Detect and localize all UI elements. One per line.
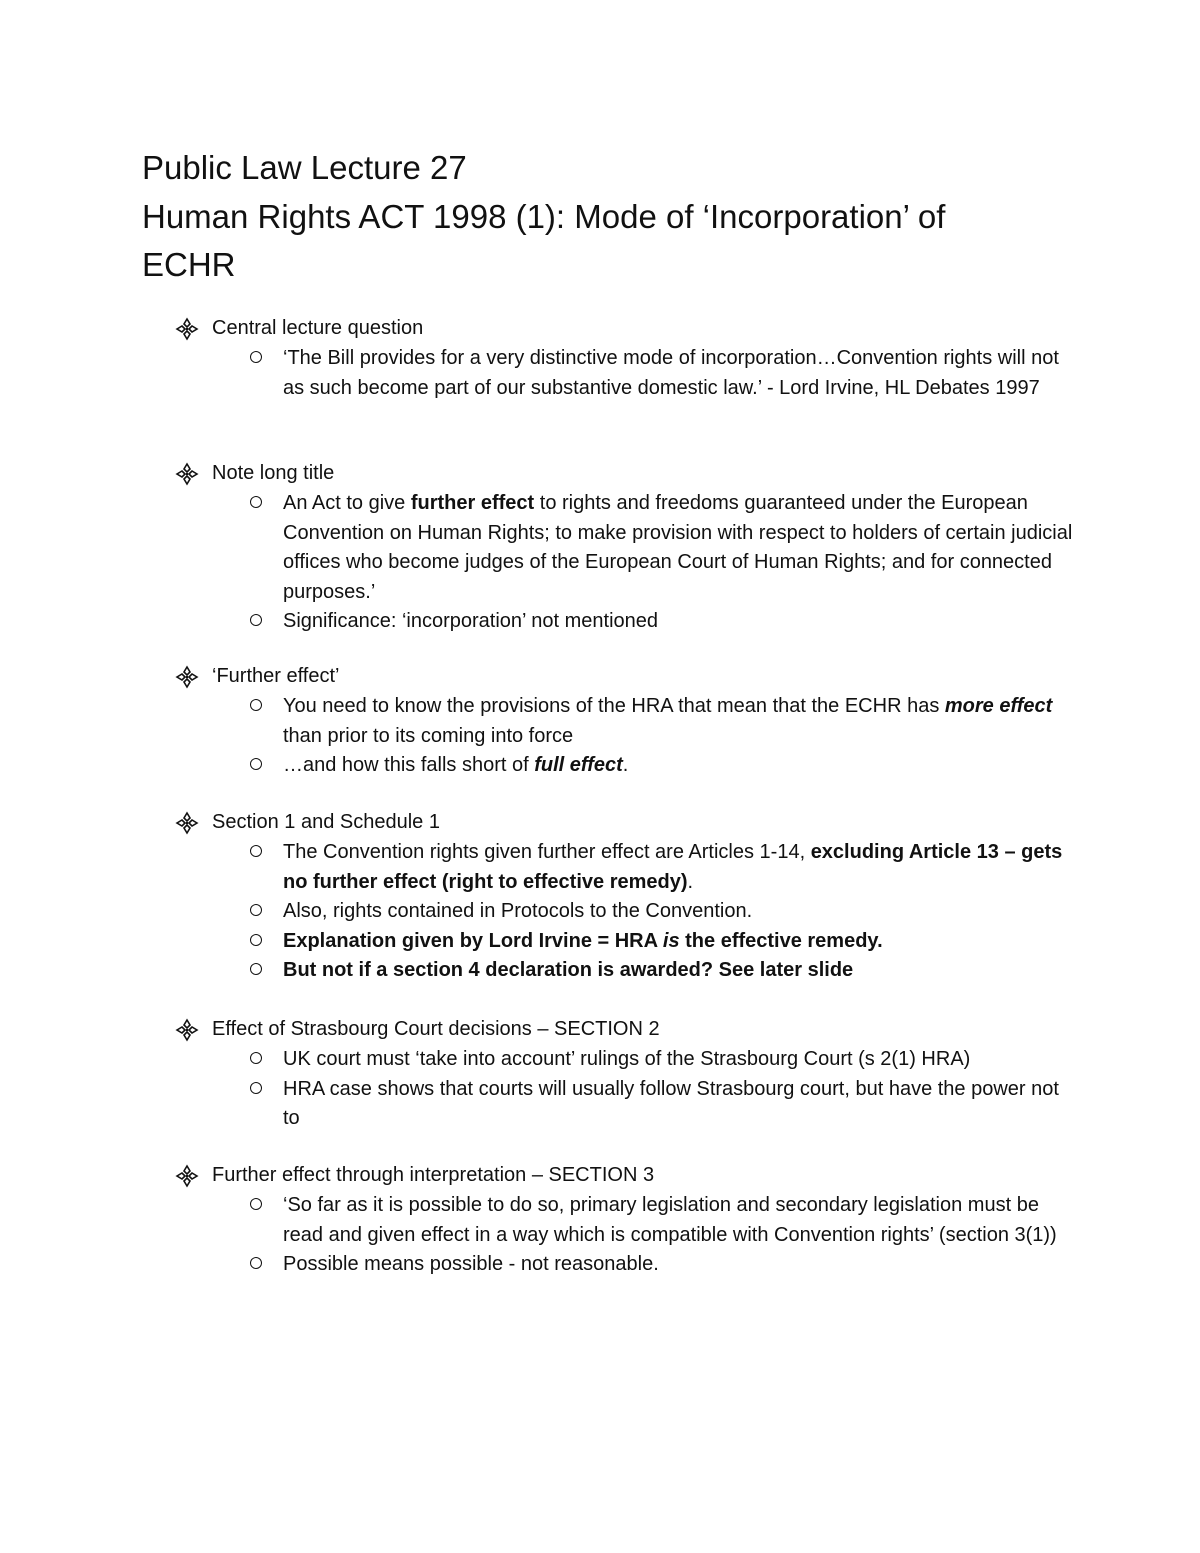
diamond-four-petal-icon [175,1164,199,1188]
circle-bullet-icon [248,489,264,519]
list-item [0,1045,1073,1075]
text-run: The Convention rights given further effect are Articles 1-14, [283,841,811,863]
text-run: But not if a section 4 declaration is awarded? See later slide [283,959,854,981]
list-item [0,692,1073,751]
diamond-bullet-icon [175,1164,199,1188]
text-run: than prior to its coming into force [283,724,574,747]
section-5 [0,1015,1200,1134]
text-run: is [662,929,680,952]
section-heading: Section 1 and Schedule 1 [212,811,440,833]
list-item [0,607,1073,637]
list-item [0,751,1073,781]
text-run: to rights and freedoms guaranteed under the European Convention on Human Rights; to make provision with respect to holders of certain judicial offices who become judges of the European Court of Human Rights; and for connected purposes.’ [283,492,1073,603]
diamond-four-petal-icon [175,665,199,689]
diamond-bullet-icon [175,462,199,486]
diamond-bullet-icon [175,317,199,341]
sub-list [0,838,1200,986]
section-heading-row [0,662,1200,692]
list-item [0,927,1073,957]
diamond-four-petal-icon [175,811,199,835]
list-item [0,1191,1073,1250]
text-run: Explanation given by Lord Irvine = HRA [283,929,663,952]
text-run: An Act to give [283,492,411,514]
section-6 [0,1161,1200,1280]
text-run: You need to know the provisions of the HRA that mean that the ECHR has [283,695,945,717]
section-1 [0,314,1200,403]
diamond-four-petal-icon [175,1018,199,1042]
circle-bullet-icon [248,897,264,927]
text-run: . [687,870,694,893]
circle-bullet-icon [248,751,264,781]
section-heading-row [0,1161,1200,1191]
text-run: more effect [944,695,1053,717]
section-heading: Note long title [212,462,335,484]
section-heading: ‘Further effect’ [212,665,340,687]
text-run: Also, rights contained in Protocols to the Convention. [283,900,753,922]
sub-list [0,692,1200,781]
text-run: HRA case shows that courts will usually follow Strasbourg court, but have the power not to [283,1077,1059,1129]
circle-bullet-icon [248,692,264,722]
diamond-four-petal-icon [175,462,199,486]
text-run: UK court must ‘take into account’ rulings of the Strasbourg Court (s 2(1) HRA) [283,1048,971,1070]
text-run: . [622,754,629,776]
circle-bullet-icon [248,1045,264,1075]
circle-bullet-icon [248,838,264,868]
text-run: excluding Article 13 – gets no further effect (right to effective remedy) [283,841,1063,893]
text-run: ‘So far as it is possible to do so, primary legislation and secondary legislation must be read and given effect in a way which is compatible with Convention rights’ (section 3(1)) [283,1194,1057,1246]
text-run: Possible means possible - not reasonable. [283,1253,659,1275]
circle-bullet-icon [248,1250,264,1280]
text-run: Significance: ‘incorporation’ not mentioned [283,610,659,632]
text-run: further effect [410,492,535,514]
title-line-2: Human Rights ACT 1998 (1): Mode of ‘Incorporation’ of [142,197,946,235]
list-item [0,1250,1073,1280]
diamond-bullet-icon [175,1018,199,1042]
text-run: the effective remedy. [679,929,883,952]
circle-bullet-icon [248,1075,264,1105]
title-line-3: ECHR [142,246,236,283]
circle-bullet-icon [248,607,264,637]
section-3 [0,662,1200,781]
circle-bullet-icon [248,927,264,957]
circle-bullet-icon [248,956,264,986]
section-heading: Central lecture question [212,317,424,339]
section-heading-row [0,459,1200,489]
list-item [0,956,1073,986]
section-heading-row [0,314,1200,344]
diamond-bullet-icon [175,811,199,835]
section-heading: Effect of Strasbourg Court decisions – SECTION 2 [212,1018,660,1040]
text-run: full effect [534,754,623,776]
section-heading: Further effect through interpretation – SECTION 3 [212,1164,655,1186]
text-run: …and how this falls short of [283,754,535,776]
list-item [0,489,1073,607]
sub-list [0,489,1200,637]
list-item [0,344,1073,403]
sub-list [0,1191,1200,1280]
section-heading-row [0,1015,1200,1045]
diamond-bullet-icon [175,665,199,689]
section-4 [0,808,1200,986]
diamond-four-petal-icon [175,317,199,341]
list-item [0,838,1073,897]
sub-list [0,344,1200,403]
section-2 [0,459,1200,637]
list-item [0,897,1073,927]
section-heading-row [0,808,1200,838]
circle-bullet-icon [248,1191,264,1221]
sub-list [0,1045,1200,1134]
list-item [0,1075,1073,1134]
title-line-1: Public Law Lecture 27 [142,149,467,186]
circle-bullet-icon [248,344,264,374]
page-title [142,144,1102,290]
text-run: ‘The Bill provides for a very distinctive mode of incorporation…Convention rights will not as such become part of our substantive domestic law.’ - Lord Irvine, HL Debates 1997 [283,347,1059,399]
